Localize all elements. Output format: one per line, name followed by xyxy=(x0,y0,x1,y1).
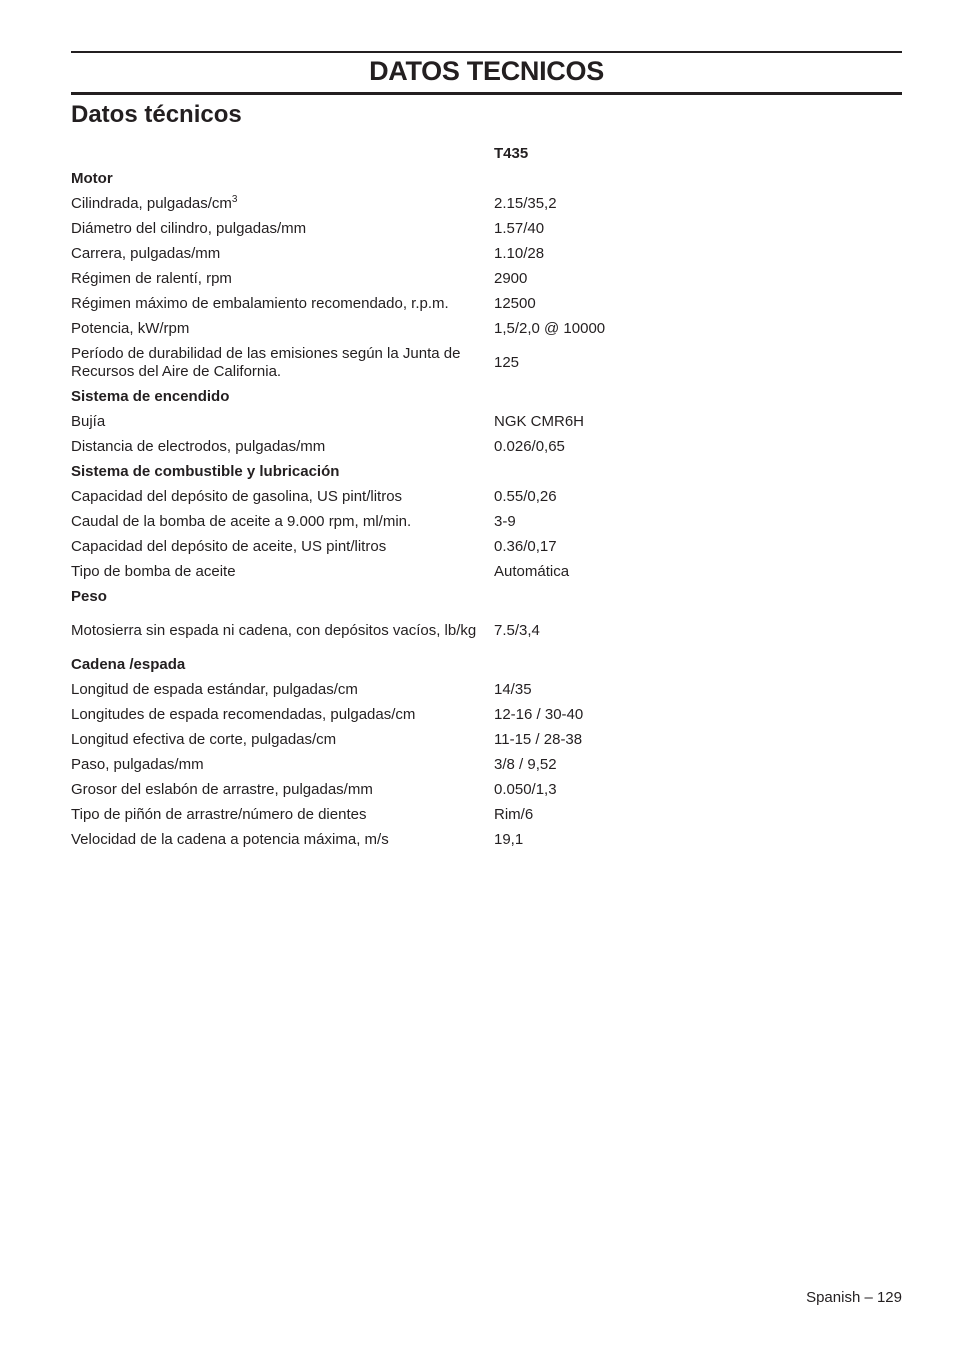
spec-label: Paso, pulgadas/mm xyxy=(71,755,204,773)
group-label: Peso xyxy=(71,587,107,605)
spec-label: Bujía xyxy=(71,412,106,430)
table-row xyxy=(71,266,631,291)
spec-value: 2900 xyxy=(494,269,528,287)
spec-value: 2.15/35,2 xyxy=(494,194,557,212)
spec-value: 1.57/40 xyxy=(494,219,545,237)
page-header xyxy=(71,51,902,95)
table-row xyxy=(71,484,631,509)
spec-value: 0.36/0,17 xyxy=(494,537,557,555)
table-row xyxy=(71,409,631,434)
spec-value: 1,5/2,0 @ 10000 xyxy=(494,319,606,337)
page-title: DATOS TECNICOS xyxy=(369,56,604,86)
spec-label: Grosor del eslabón de arrastre, pulgadas/mm xyxy=(71,780,373,798)
spec-label: Tipo de bomba de aceite xyxy=(71,562,236,580)
table-row xyxy=(71,827,631,852)
table-row xyxy=(71,752,631,777)
spec-label: Cilindrada, pulgadas/$cm^3$ xyxy=(71,193,238,212)
superscript: 3 xyxy=(231,193,238,205)
group-heading-chain xyxy=(71,652,631,677)
table-row xyxy=(71,191,631,216)
spec-label: Motosierra sin espada ni cadena, con depósitos vacíos, lb/kg xyxy=(71,621,477,639)
spec-value: 0.026/0,65 xyxy=(494,437,565,455)
spec-value: 3-9 xyxy=(494,512,516,530)
spec-table xyxy=(71,141,631,852)
table-row xyxy=(71,534,631,559)
spec-value: 125 xyxy=(494,353,520,371)
group-label: Sistema de encendido xyxy=(71,387,230,405)
spec-label: Período de durabilidad de las emisiones según la Junta de Recursos del Aire de California. xyxy=(71,344,461,380)
group-label: Sistema de combustible y lubricación xyxy=(71,462,340,480)
group-heading-ignition xyxy=(71,384,631,409)
spec-value: 14/35 xyxy=(494,680,532,698)
table-row xyxy=(71,341,631,384)
section-title: Datos técnicos xyxy=(71,101,242,128)
table-row xyxy=(71,559,631,584)
table-row xyxy=(71,702,631,727)
table-row xyxy=(71,609,631,652)
table-row xyxy=(71,216,631,241)
spec-label: Régimen de ralentí, rpm xyxy=(71,269,232,287)
spec-label: Longitud de espada estándar, pulgadas/cm xyxy=(71,680,358,698)
spec-value: 0.55/0,26 xyxy=(494,487,557,505)
spec-label: Carrera, pulgadas/mm xyxy=(71,244,221,262)
spec-value: 19,1 xyxy=(494,830,524,848)
table-row xyxy=(71,434,631,459)
spec-label: Régimen máximo de embalamiento recomendado, r.p.m. xyxy=(71,294,449,312)
spec-label: Potencia, kW/rpm xyxy=(71,319,190,337)
spec-value: Rim/6 xyxy=(494,805,534,823)
group-label: Motor xyxy=(71,169,113,187)
spec-value: NGK CMR6H xyxy=(494,412,585,430)
table-row xyxy=(71,241,631,266)
spec-label: Caudal de la bomba de aceite a 9.000 rpm, ml/min. xyxy=(71,512,412,530)
table-header-row xyxy=(71,141,631,166)
spec-value: 12-16 / 30-40 xyxy=(494,705,584,723)
group-heading-fuel xyxy=(71,459,631,484)
spec-value: 3/8 / 9,52 xyxy=(494,755,557,773)
table-row xyxy=(71,802,631,827)
spec-label: Longitudes de espada recomendadas, pulgadas/cm xyxy=(71,705,416,723)
spec-value: 11-15 / 28-38 xyxy=(494,730,583,748)
spec-value: Automática xyxy=(494,562,570,580)
spec-label: Capacidad del depósito de aceite, US pint/litros xyxy=(71,537,387,555)
spec-label: Capacidad del depósito de gasolina, US pint/litros xyxy=(71,487,403,505)
table-row xyxy=(71,291,631,316)
group-heading-motor xyxy=(71,166,631,191)
page-number: Spanish – 129 xyxy=(806,1289,902,1306)
table-row xyxy=(71,316,631,341)
spec-value: 1.10/28 xyxy=(494,244,545,262)
model-name: T435 xyxy=(494,144,529,162)
group-heading-weight xyxy=(71,584,631,609)
spec-value: 0.050/1,3 xyxy=(494,780,557,798)
group-label: Cadena /espada xyxy=(71,655,186,673)
table-row xyxy=(71,509,631,534)
spec-label: Longitud efectiva de corte, pulgadas/cm xyxy=(71,730,337,748)
spec-label: Tipo de piñón de arrastre/número de dientes xyxy=(71,805,367,823)
table-header-empty xyxy=(71,141,494,166)
spec-label: Diámetro del cilindro, pulgadas/mm xyxy=(71,219,307,237)
spec-value: 12500 xyxy=(494,294,536,312)
spec-value: 7.5/3,4 xyxy=(494,621,540,639)
table-row xyxy=(71,727,631,752)
spec-label: Velocidad de la cadena a potencia máxima, m/s xyxy=(71,830,389,848)
table-row xyxy=(71,677,631,702)
spec-label: Distancia de electrodos, pulgadas/mm xyxy=(71,437,326,455)
table-row xyxy=(71,777,631,802)
